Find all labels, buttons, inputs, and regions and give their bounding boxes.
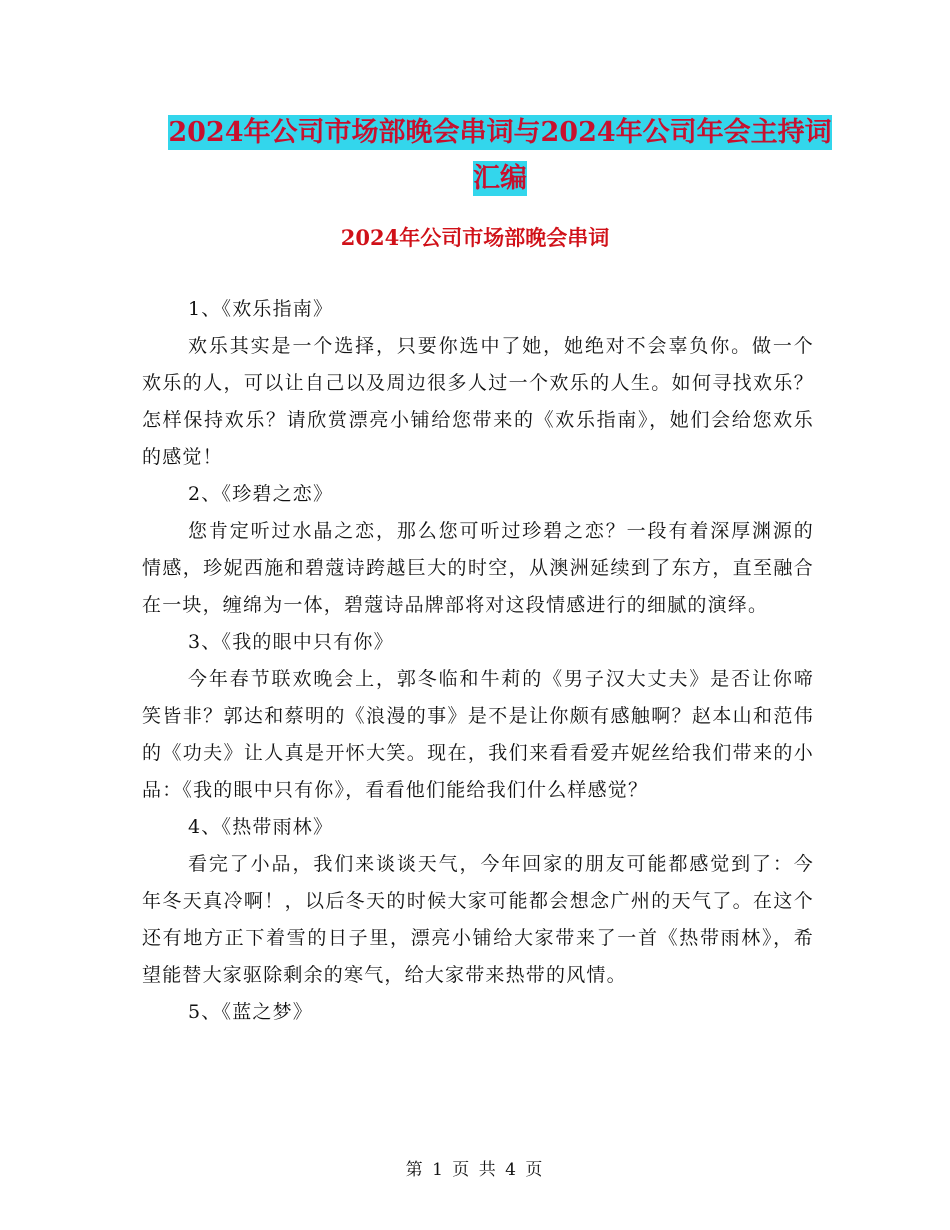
item-title-4: 4、《热带雨林》	[188, 816, 334, 838]
item-text-4: 看完了小品，我们来谈谈天气，今年回家的朋友可能都感觉到了：今年冬天真冷啊！，以后冬天的时候大家可能都会想念广州的天气了。在这个还有地方正下着雪的日子里，漂亮小铺给大家带来了一首《热带雨林》，希望能替大家驱除剩余的寒气，给大家带来热带的风情。	[142, 853, 814, 986]
item-title-3: 3、《我的眼中只有你》	[188, 631, 394, 653]
item-text-3: 今年春节联欢晚会上，郭冬临和牛莉的《男子汉大丈夫》是否让你啼笑皆非？郭达和蔡明的《浪漫的事》是不是让你颇有感触啊？赵本山和范伟的《功夫》让人真是开怀大笑。现在，我们来看看爱卉妮丝给我们带来的小品：《我的眼中只有你》，看看他们能给我们什么样感觉？	[142, 668, 814, 801]
item-text-2: 您肯定听过水晶之恋，那么您可听过珍碧之恋？一段有着深厚渊源的情感，珍妮西施和碧蔻诗跨越巨大的时空，从澳洲延续到了东方，直至融合在一块，缠绵为一体，碧蔻诗品牌部将对这段情感进行的细腻的演绎。	[142, 520, 814, 616]
item-title-5: 5、《蓝之梦》	[188, 1001, 313, 1023]
document-body	[142, 291, 814, 1031]
item-title-2: 2、《珍碧之恋》	[188, 483, 334, 505]
document-title-line2: 汇编	[473, 163, 527, 194]
document-title	[140, 110, 860, 202]
item-title-1: 1、《欢乐指南》	[188, 298, 334, 320]
document-title-line1: 2024年公司市场部晚会串词与2024年公司年会主持词	[168, 117, 832, 148]
section-title: 2024年公司市场部晚会串词	[340, 225, 610, 250]
item-text-1: 欢乐其实是一个选择，只要你选中了她，她绝对不会辜负你。做一个欢乐的人，可以让自己以及周边很多人过一个欢乐的人生。如何寻找欢乐？怎样保持欢乐？请欣赏漂亮小铺给您带来的《欢乐指南》，她们会给您欢乐的感觉！	[142, 335, 814, 468]
page-footer: 第 1 页 共 4 页	[405, 1160, 545, 1180]
